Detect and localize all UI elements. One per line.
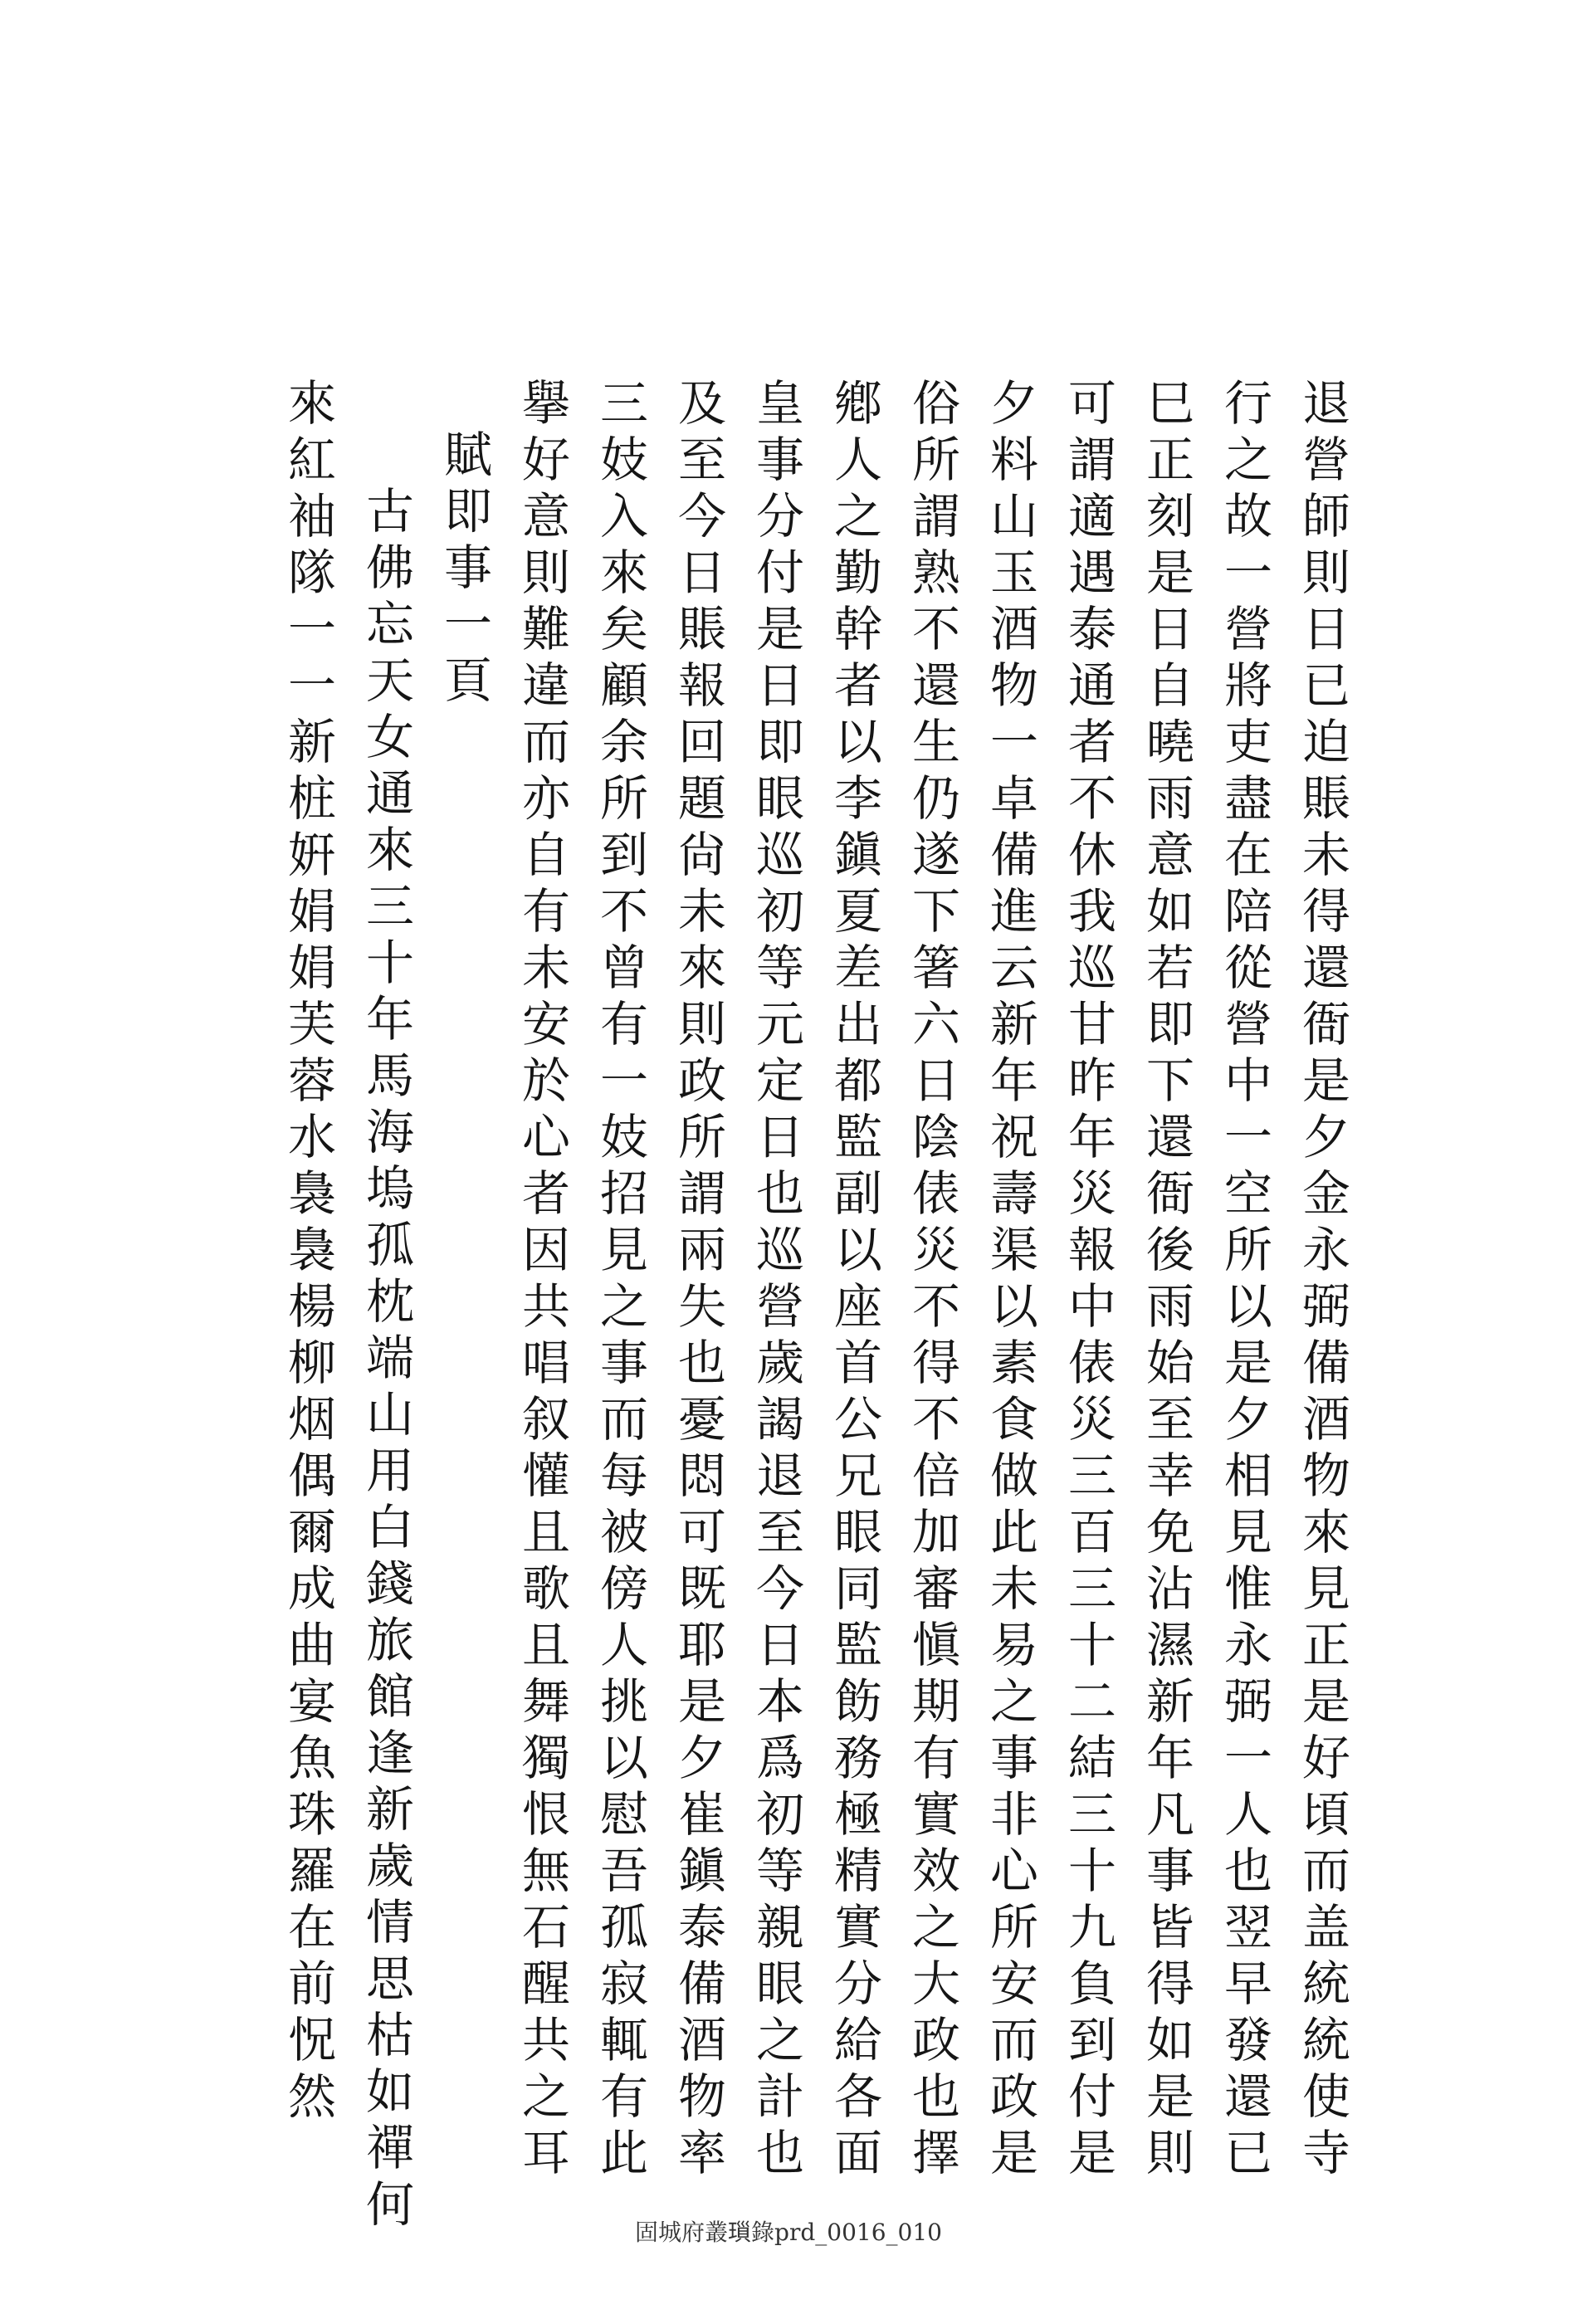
text-column-11: 擧好意則難違而亦自有未安於心者因共唱叙懽且歌且舞獨恨無石醒共之耳 (514, 378, 570, 2184)
text-column-5: 夕料山玉酒物一卓備進云新年祝壽渠以素食做此未易之事非心所安而政是 (982, 378, 1038, 2184)
poem-column-1: 古佛忘天女通來三十年馬海塢孤枕端山用白錢旅館逢新歲情思枯如禪何 (358, 486, 414, 2235)
text-column-1: 退營師則日已迫賬未得還衙是夕金永弼備酒物來見正是好頃而盖統統使寺 (1294, 378, 1350, 2184)
text-column-2: 行之故一營將吏盡在陪從營中一空所以是夕相見惟永弼一人也翌早發還已 (1216, 378, 1272, 2184)
page-footer-caption: 固城府叢𤨏錄prd_0016_010 (635, 2219, 942, 2246)
text-column-4: 可謂適遇泰通者不休我巡甘昨年災報中俵災三百三十二結三十九負到付是 (1060, 378, 1116, 2184)
text-column-10: 三妓入來矣顧余所到不曾有一妓招見之事而每被傍人挑以慰吾孤寂輒有此 (592, 378, 648, 2184)
poem-title-column: 賦即事一頁 (436, 429, 492, 711)
text-column-3: 巳正刻是日自曉雨意如若即下還衙後雨始至幸免沾濕新年凡事皆得如是則 (1138, 378, 1194, 2184)
poem-column-2: 來紅袖隊一一新桩姸娟娟芙蓉水裊裊楊柳烟偶爾成曲宴魚珠羅在前怳然 (280, 378, 336, 2127)
text-column-6: 俗所謂熟不還生仍遂下箸六日陰俵災不得不倍加審愼期有實效之大政也擇 (904, 378, 960, 2184)
text-column-7: 鄕人之勤幹者以李鎭夏差出都監副以座首公兄眼同監飭務極精實分給各面 (826, 378, 882, 2184)
text-column-8: 皇事分付是日即眼巡初等元定日也巡營歲謁退至今日本爲初等親眼之計也 (748, 378, 804, 2184)
text-column-9: 及至今日賬報回題尙未來則政所謂兩失也憂悶可既耶是夕崔鎭泰備酒物率 (670, 378, 726, 2184)
